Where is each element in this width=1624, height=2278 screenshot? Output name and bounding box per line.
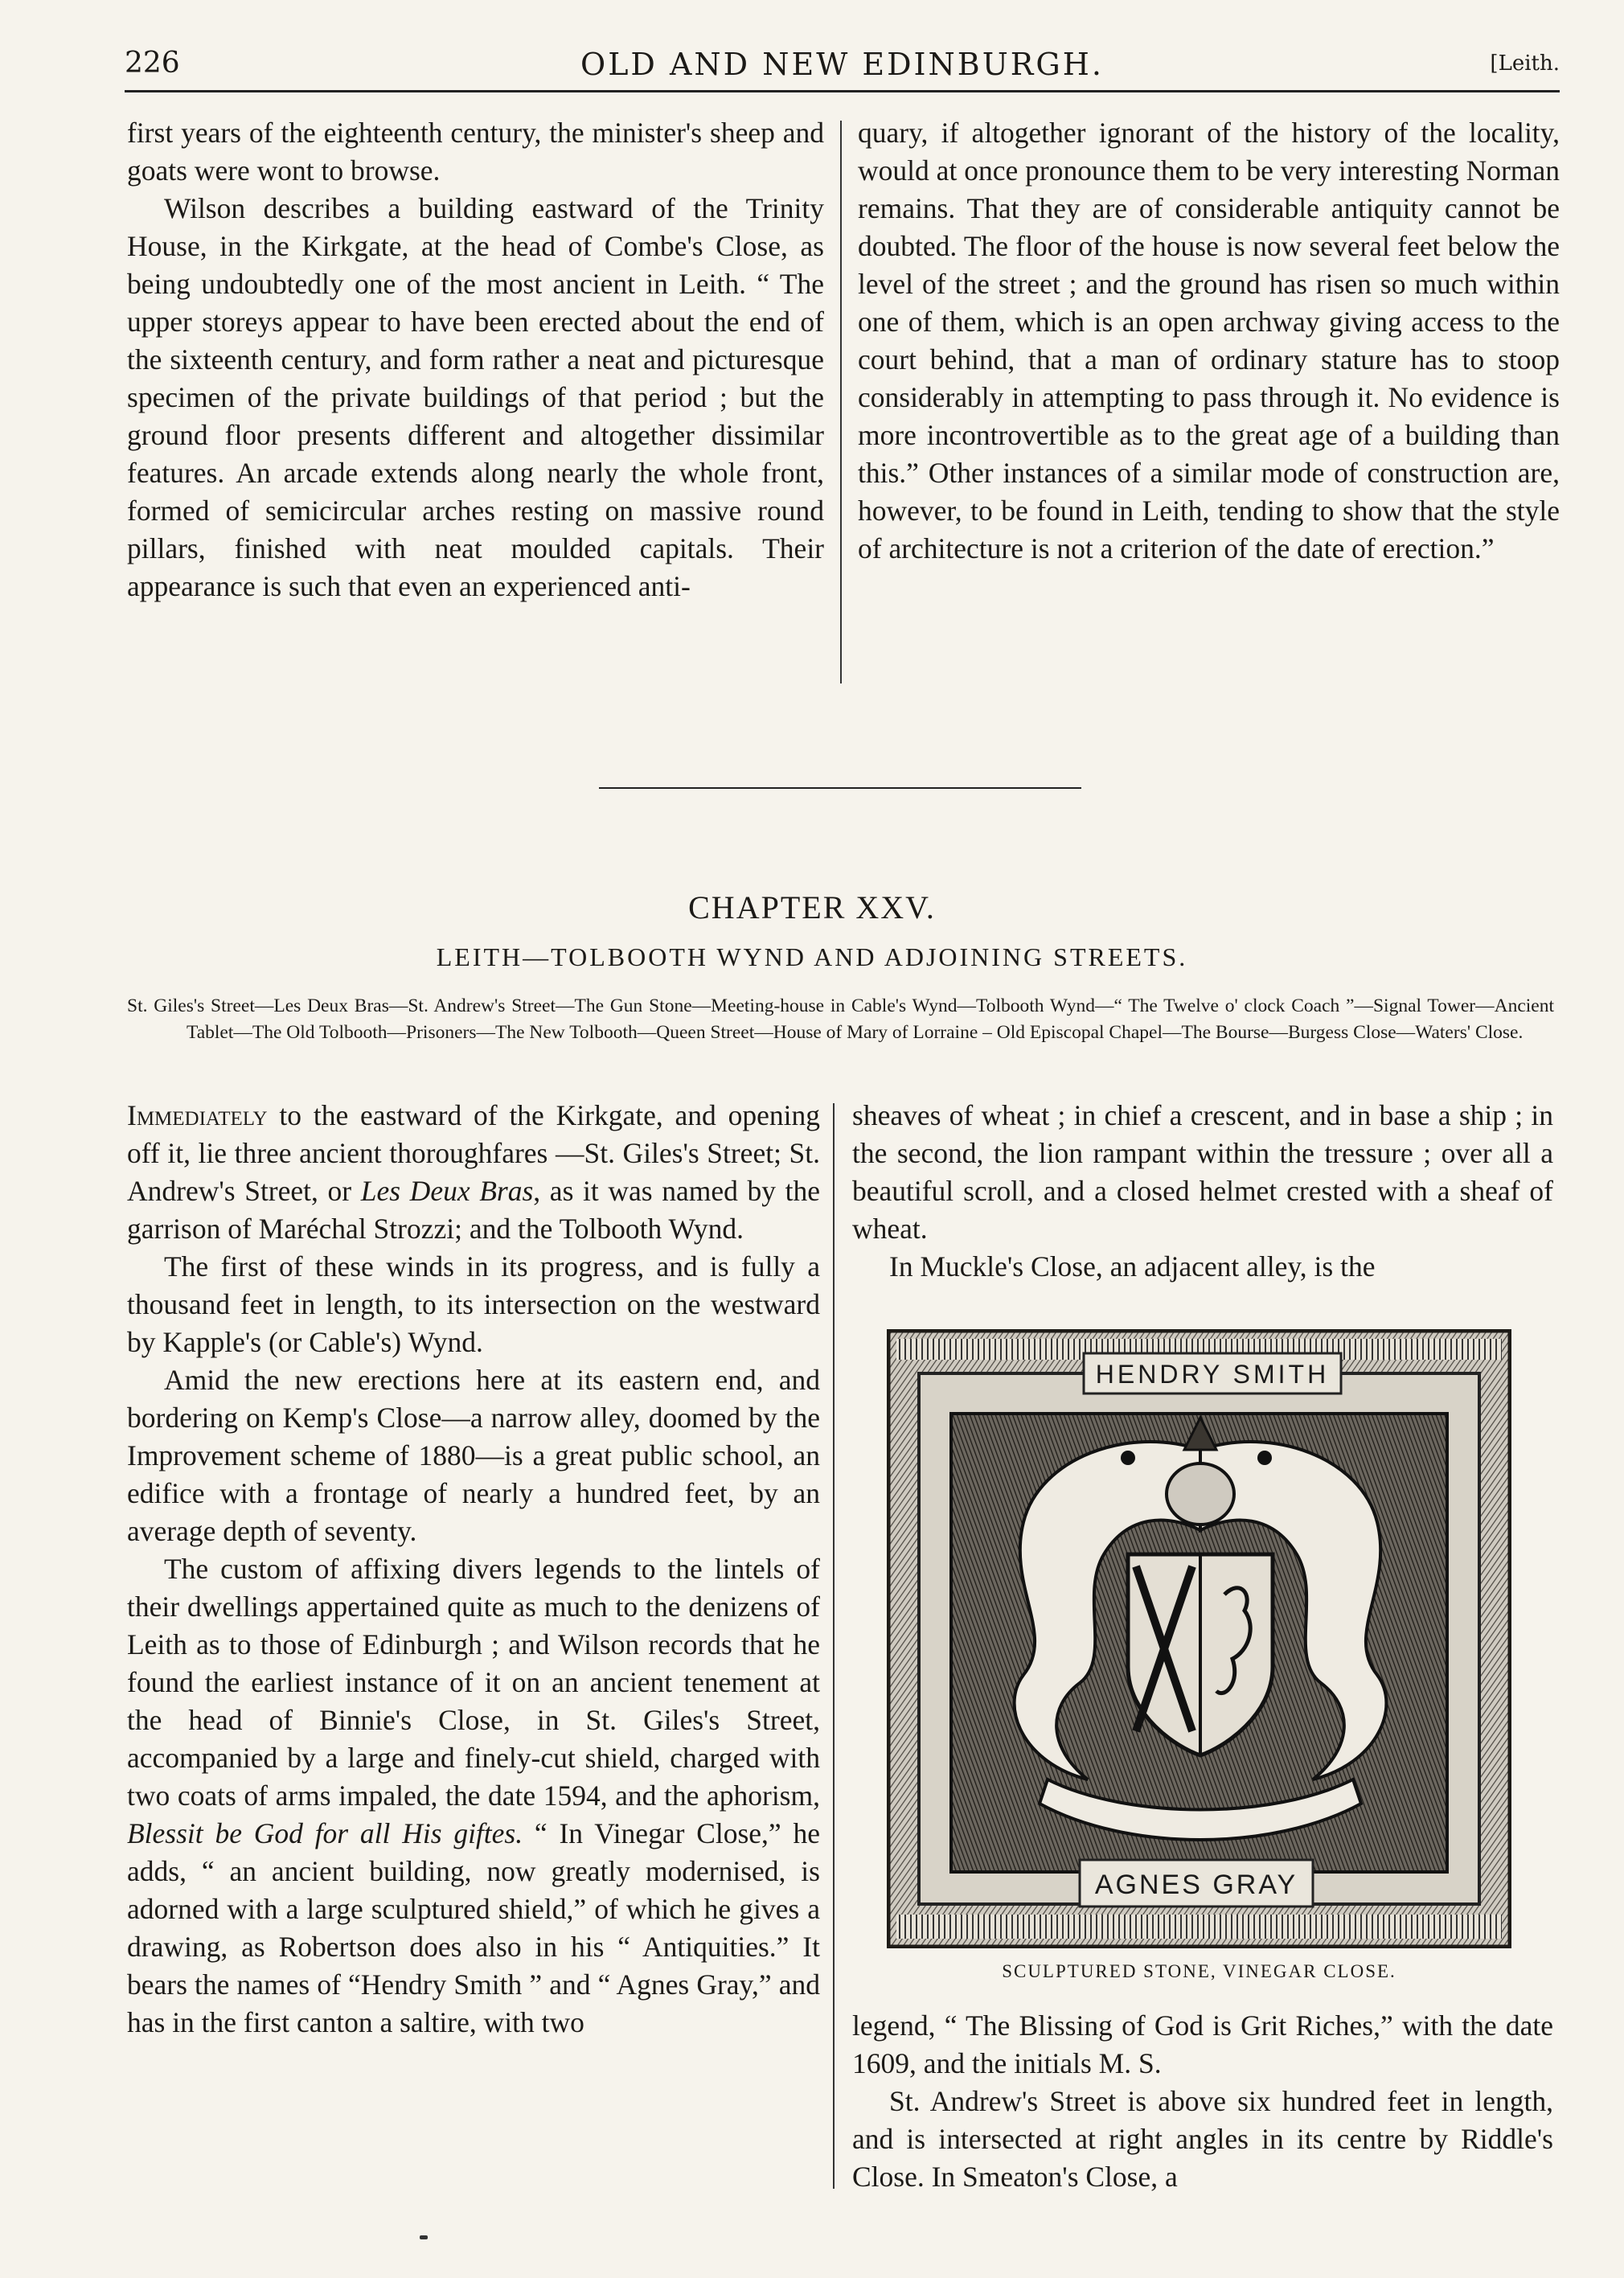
top-left-column [127,114,824,605]
chapter-number: CHAPTER XXV. [688,889,936,926]
paragraph: first years of the eighteenth century, the minister's sheep and goats were wont to browse. [127,117,824,187]
paragraph: In Muckle's Close, an adjacent alley, is the [889,1250,1376,1283]
inscription-top: HENDRY SMITH [1095,1360,1330,1389]
column-rule [840,121,842,683]
paragraph: St. Andrew's Street is above six hundred feet in length, and is intersected at right angles in its centre by Riddle's Close. In Smeaton's Close, a [852,2085,1553,2193]
text-run: , as it was named by the garrison of Maréchal Strozzi; and the Tolbooth Wynd. [127,1175,820,1245]
page-mark [420,2235,428,2239]
section-separator [599,787,1081,789]
inscription-bottom: AGNES GRAY [1094,1870,1298,1900]
main-left-column [127,1097,820,2042]
paragraph [127,1097,820,1248]
top-right-column [858,114,1560,568]
paragraph: sheaves of wheat ; in chief a crescent, and in base a ship ; in the second, the lion rampant within the tressure ; over all a beautiful scroll, and a closed helmet crested with a sheaf of wheat. [852,1099,1553,1245]
italic-run: Les Deux Bras [360,1175,534,1207]
chapter-synopsis: St. Giles's Street—Les Deux Bras—St. Andrew's Street—The Gun Stone—Meeting-house in Cable's Wynd—Tolbooth Wynd—“ The Twelve o' clock Coach ”—Signal Tower—Ancient Tablet—The Old Tolbooth—Prisoners—The New Tolbooth—Queen Street—House of Mary of Lorraine – Old Episcopal Chapel—The Bourse—Burgess Close—Waters' Close. [127,995,1554,1043]
text-run: “ In Vinegar Close,” he adds, “ an ancient building, now greatly modernised, is adorned with a large sculptured shield,” of which he gives a drawing, as Robertson does also in his “ Antiquities.” It bears the names of “Hendry Smith ” and “ Agnes Gray,” and has in the first canton a saltire, with two [127,1817,820,2038]
running-header [125,47,1560,87]
paragraph: Wilson describes a building eastward of the Trinity House, in the Kirkgate, at the head of Combe's Close, as being undoubtedly one of the most ancient in Leith. “ The upper storeys appear to have been erected about the end of the sixteenth century, and form rather a neat and picturesque specimen of the private buildings of that period ; but the ground floor presents different and altogether dissimilar features. An arcade extends along nearly the whole front, formed of semicircular arches resting on massive round pillars, finished with neat moulded capitals. Their appearance is such that even an experienced anti- [127,192,824,602]
paragraph: The first of these winds in its progress, and is fully a thousand feet in length, to its intersection on the westward by Kapple's (or Cable's) Wynd. [127,1250,820,1358]
paragraph [127,1550,820,2042]
column-rule [833,1103,835,2189]
paragraph: legend, “ The Blissing of God is Grit Riches,” with the date 1609, and the initials M. S. [852,2009,1553,2079]
main-right-column-lower [852,2007,1553,2196]
main-right-column-upper [852,1097,1553,1286]
page-number: 226 [125,47,180,80]
running-title: OLD AND NEW EDINBURGH. [580,47,1104,82]
paragraph: Amid the new erections here at its eastern end, and bordering on Kemp's Close—a narrow alley, doomed by the Improvement scheme of 1880—is a great public school, an edifice with a frontage of nearly a hundred feet, by an average depth of seventy. [127,1364,820,1547]
italic-run: Blessit be God for all His giftes. [127,1817,523,1849]
paragraph: quary, if altogether ignorant of the history of the locality, would at once pronounce them to be very interesting Norman remains. That they are of considerable antiquity cannot be doubted. The floor of the house is now several feet below the level of the street ; and the ground has risen so much within one of them, which is an open archway giving access to the court behind, that a man of ordinary stature has to stoop considerably in attempting to pass through it. No evidence is more incontrovertible as to the great age of a building than this.” Other instances of a similar mode of construction are, however, to be found in Leith, tending to show that the style of architecture is not a criterion of the date of erection.” [858,117,1560,564]
sculptured-stone-illustration [887,1329,1511,1948]
text-run: to the eastward of the Kirkgate, and opening off it, lie three ancient thoroughfares —St. Giles's Street; St. Andrew's Street, or [127,1099,820,1207]
chapter-title: LEITH—TOLBOOTH WYND AND ADJOINING STREETS. [436,942,1188,971]
section-marker: [Leith. [1490,51,1560,76]
drop-lead: Immediately [127,1099,268,1131]
header-rule [125,90,1560,92]
text-run: The custom of affixing divers legends to the lintels of their dwellings appertained quite as much to the denizens of Leith as to those of Edinburgh ; and Wilson records that he found the earliest instance of it on an ancient tenement at the head of Binnie's Close, in St. Giles's Street, accompanied by a large and finely-cut shield, charged with two coats of arms impaled, the date 1594, and the aphorism, [127,1553,820,1812]
figure-caption: SCULPTURED STONE, VINEGAR CLOSE. [1002,1961,1396,1981]
